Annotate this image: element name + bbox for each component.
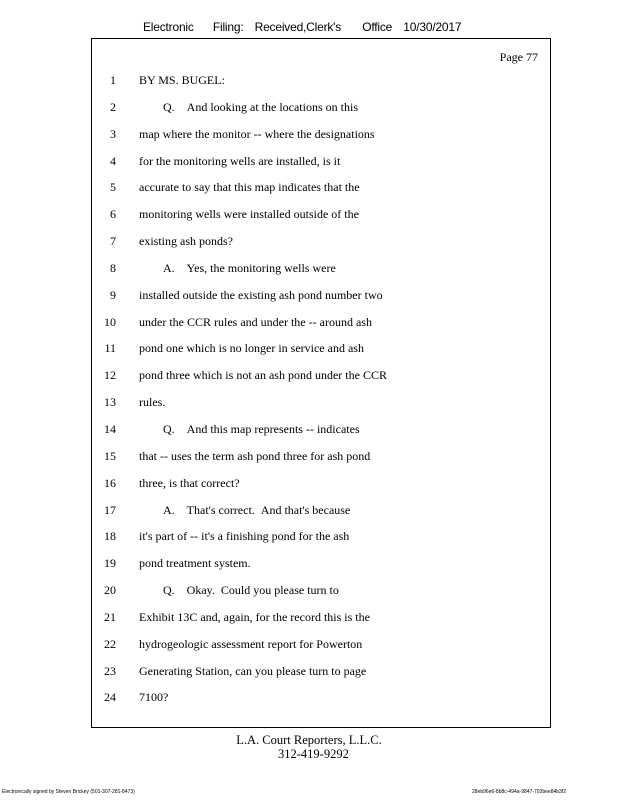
line-number: 24 bbox=[104, 690, 116, 705]
page-number: Page 77 bbox=[499, 50, 538, 64]
line-number: 22 bbox=[104, 636, 116, 651]
line-number: 11 bbox=[104, 341, 116, 356]
line-number: 3 bbox=[110, 126, 116, 141]
transcript-line bbox=[92, 553, 532, 580]
line-number: 15 bbox=[104, 448, 116, 463]
filing-header-date: 10/30/2017 bbox=[403, 20, 462, 34]
line-text: pond treatment system. bbox=[139, 556, 251, 571]
line-number: 4 bbox=[110, 153, 116, 168]
line-text: three, is that correct? bbox=[139, 475, 240, 490]
line-text: Exhibit 13C and, again, for the record this is the bbox=[139, 609, 370, 624]
line-number: 10 bbox=[104, 314, 116, 329]
line-text: Q. And looking at the locations on this bbox=[139, 99, 358, 114]
transcript-line bbox=[92, 607, 532, 634]
transcript-line bbox=[92, 473, 532, 500]
transcript-line bbox=[92, 526, 532, 553]
line-number: 1 bbox=[110, 73, 116, 87]
line-number: 17 bbox=[104, 502, 116, 517]
transcript-line bbox=[92, 500, 532, 527]
line-text: A. That's correct. And that's because bbox=[139, 502, 351, 517]
transcript-line bbox=[92, 204, 532, 231]
transcript-line bbox=[92, 392, 532, 419]
line-text: rules. bbox=[139, 395, 166, 410]
transcript-line bbox=[92, 97, 532, 124]
line-number: 16 bbox=[104, 475, 116, 490]
line-text: 7100? bbox=[139, 690, 169, 705]
line-text: existing ash ponds? bbox=[139, 234, 233, 249]
line-text: A. Yes, the monitoring wells were bbox=[139, 260, 336, 275]
transcript-line bbox=[92, 70, 532, 97]
transcript-line bbox=[92, 661, 532, 688]
line-text: accurate to say that this map indicates that the bbox=[139, 180, 360, 195]
line-text: Generating Station, can you please turn to page bbox=[139, 663, 367, 678]
line-number: 5 bbox=[110, 180, 116, 195]
line-text: hydrogeologic assessment report for Powerton bbox=[139, 636, 363, 651]
filing-header-electronic: Electronic bbox=[143, 20, 194, 34]
transcript-line bbox=[92, 365, 532, 392]
line-text: under the CCR rules and under the -- around ash bbox=[139, 314, 372, 329]
line-number: 6 bbox=[110, 207, 116, 222]
line-number: 18 bbox=[104, 529, 116, 544]
line-number: 7 bbox=[110, 234, 116, 249]
line-text: installed outside the existing ash pond number two bbox=[139, 287, 383, 302]
transcript-line bbox=[92, 687, 532, 714]
transcript-line bbox=[92, 580, 532, 607]
transcript-body bbox=[92, 70, 532, 714]
line-text: pond one which is no longer in service and ash bbox=[139, 341, 364, 356]
line-text: it's part of -- it's a finishing pond for the ash bbox=[139, 529, 350, 544]
transcript-line bbox=[92, 231, 532, 258]
footer-reporter-name: L.A. Court Reporters, L.L.C. bbox=[236, 733, 382, 747]
transcript-line bbox=[92, 258, 532, 285]
transcript-line bbox=[92, 124, 532, 151]
filing-header-filing: Filing: bbox=[212, 20, 244, 34]
line-number: 19 bbox=[104, 556, 116, 571]
electronic-filing-header bbox=[143, 20, 461, 34]
line-number: 8 bbox=[110, 260, 116, 275]
transcript-line bbox=[92, 419, 532, 446]
transcript-line bbox=[92, 446, 532, 473]
transcript-line bbox=[92, 151, 532, 178]
line-text: pond three which is not an ash pond under the CCR bbox=[139, 368, 387, 383]
line-text: BY MS. BUGEL: bbox=[139, 73, 225, 87]
line-number: 13 bbox=[104, 395, 116, 410]
transcript-line bbox=[92, 177, 532, 204]
line-number: 2 bbox=[110, 99, 116, 114]
line-text: that -- uses the term ash pond three for ash pond bbox=[139, 448, 371, 463]
line-number: 12 bbox=[104, 368, 116, 383]
filing-header-office: Office bbox=[362, 20, 393, 34]
line-text: for the monitoring wells are installed, is it bbox=[139, 153, 341, 168]
line-text: Q. And this map represents -- indicates bbox=[139, 421, 360, 436]
electronic-signature-note: Electronically signed by Steven Brickey (501-307-281-8473) bbox=[2, 789, 135, 795]
transcript-line bbox=[92, 338, 532, 365]
line-number: 23 bbox=[104, 663, 116, 678]
footer-phone-number: 312-419-9292 bbox=[278, 747, 349, 761]
transcript-line bbox=[92, 285, 532, 312]
line-number: 14 bbox=[104, 421, 116, 436]
line-number: 20 bbox=[104, 583, 116, 598]
line-text: map where the monitor -- where the designations bbox=[139, 126, 375, 141]
transcript-line bbox=[92, 634, 532, 661]
transcript-line bbox=[92, 312, 532, 339]
filing-header-received: Received,Clerk's bbox=[254, 20, 342, 34]
line-number: 9 bbox=[110, 287, 116, 302]
document-hash-id: 28eb96e6-8b8c-494a-9847-702bee84b3f2 bbox=[472, 789, 566, 795]
line-number: 21 bbox=[104, 609, 116, 624]
line-text: monitoring wells were installed outside of the bbox=[139, 207, 359, 222]
line-text: Q. Okay. Could you please turn to bbox=[139, 583, 339, 598]
